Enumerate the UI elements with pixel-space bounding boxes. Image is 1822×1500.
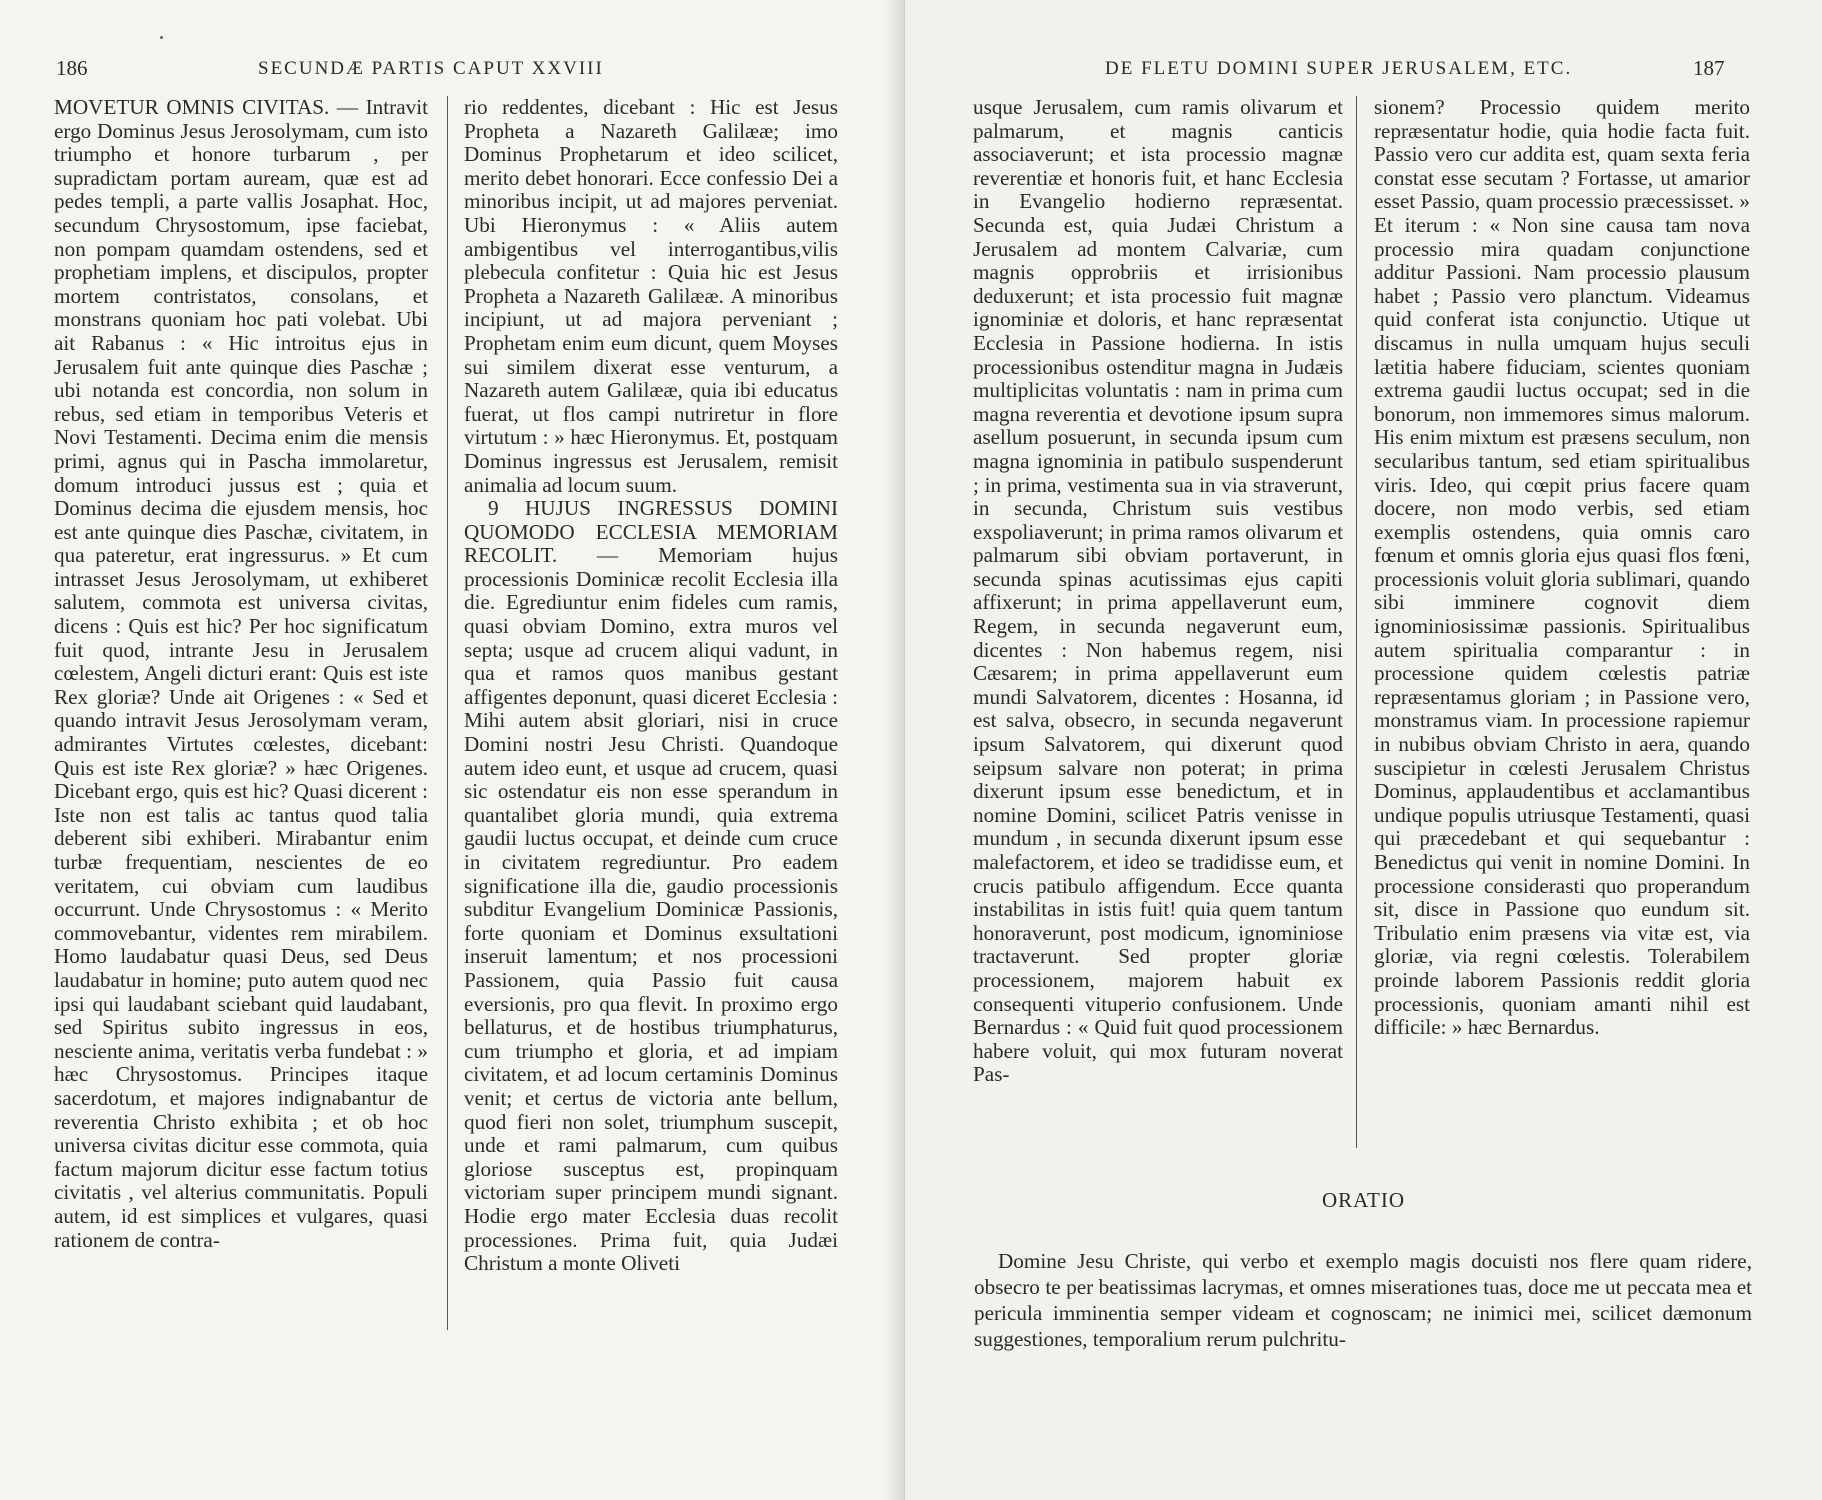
column-rule-left [447, 96, 448, 1330]
page-number-right: 187 [1693, 56, 1725, 80]
paragraph: usque Jerusalem, cum ramis olivarum et palmarum, et magnis canticis associaverunt; et ista processio magnæ reverentiæ et honoris fuit, et hanc Ecclesia in Evangelio hodierno repræsentat. Secunda est, quia Judæi Christum a Jerusalem ad montem Calvariæ, cum magnis opprobriis et irrisionibus deduxerunt; et ista processio fuit magnæ ignominiæ et doloris, et hanc repræsentat Ecclesia in Passione hodierna. In istis processionibus ostenditur magna in Judæis multiplicitas voluntatis : nam in prima cum magna reverentia et devotione ipsum supra asellum posuerunt, in secunda ipsum cum magna ignominia in patibulo suspenderunt ; in prima, vestimenta sua in via straverunt, in secunda, Christum suis vestibus exspoliaverunt; in prima ramos olivarum et palmarum sibi obviam portaverunt, in secunda spinas acutissimas ejus capiti affixerunt; in prima appellaverunt eum, Regem, in secunda negaverunt eum, dicentes : Non habemus regem, nisi Cæsarem; in prima appellaverunt eum mundi Salvatorem, dicentes : Hosanna, id est salva, obsecro, in secunda negaverunt ipsum Salvatorem, qui dixerunt quod seipsum salvare non poterat; in prima dixerunt ipsum esse benedictum, et in nomine Domini, scilicet Patris venisse in mundum , in secunda dixerunt ipsum esse malefactorem, et ideo se tradidisse eum, et crucis patibulo affigendum. Ecce quanta instabilitas in istis fuit! quia quem tantum honoraverunt, post modicum, ignominiose tractaverunt. Sed propter gloriæ processionem, majorem habuit ex consequenti vituperio confusionem. Unde Bernardus : « Quid fuit quod processionem habere voluit, qui mox futuram noverat Pas- [973, 95, 1343, 1087]
left-page [0, 0, 905, 1500]
page-number-left: 186 [56, 56, 88, 80]
paragraph: rio reddentes, dicebant : Hic est Jesus Propheta a Nazareth Galilææ; imo Dominus Prophetarum et ideo scilicet, merito debet honorari. Ecce confessio Dei a minoribus incipit, ut ad majores perveniat. Ubi Hieronymus : « Aliis autem ambigentibus vel interrogantibus,vilis plebecula confitetur : Quia hic est Jesus Propheta a Nazareth Galilææ. A minoribus incipiunt, ut ad majora perveniant ; Prophetam enim eum dicunt, quem Moyses sui similem dixerat esse venturum, a Nazareth autem Galilææ, quia ibi educatus fuerat, ut flos campi nutriretur in flore virtutum : » hæc Hieronymus. Et, postquam Dominus ingressus est Jerusalem, remisit animalia ad locum suum. [464, 95, 838, 497]
paragraph: MOVETUR OMNIS CIVITAS. — Intravit ergo Dominus Jesus Jerosolymam, cum isto triumpho et honore turbarum , per supradictam portam auream, quæ est ad pedes templi, a parte vallis Josaphat. Hoc, secundum Chrysostomum, ipse faciebat, non pompam quamdam ostendens, sed et prophetiam implens, et discipulos, propter mortem contristatos, consolans, et monstrans quoniam hoc pati volebat. Ubi ait Rabanus : « Hic introitus ejus in Jerusalem fuit ante quinque dies Paschæ ; ubi notanda est concordia, non solum in rebus, sed etiam in temporibus Veteris et Novi Testamenti. Decima enim die mensis primi, agnus qui in Pascha immolaretur, domum introduci jussus est ; quia et Dominus decima die ejusdem mensis, hoc est ante quinque dies Paschæ, civitatem, in qua pateretur, erat ingressurus. » Et cum intrasset Jesus Jerosolymam, ut exhiberet salutem, commota est universa civitas, dicens : Quis est hic? Per hoc significatum fuit quod, intrante Jesu in Jerusalem cœlestem, Angeli dicturi erant: Quis est iste Rex gloriæ? Unde ait Origenes : « Sed et quando intravit Jesus Jerosolymam veram, admirantes Virtutes cœlestes, dicebant: Quis est iste Rex gloriæ? » hæc Origenes. Dicebant ergo, quis est hic? Quasi dicerent : Iste non est talis ac tantus quod talia deberent sibi exhiberi. Mirabantur enim turbæ frequentiam, nescientes de eo veritatem, cui obviam cum laudibus occurrunt. Unde Chrysostomus : « Merito commovebantur, videntes rem mirabilem. Homo laudabatur quasi Deus, sed Deus laudabatur in homine; puto autem quod nec ipsi qui laudabant sciebant quid laudabant, sed Spiritus subito ingressus in eos, nesciente anima, veritatis verba fundebat : » hæc Chrysostomus. Principes itaque sacerdotum, et majores indignabantur de reverentia Christo exhibita ; et ob hoc universa civitas dicitur esse commota, quia factum majorum dicitur esse factum totius civitatis , vel alterius communitatis. Populi autem, id est simplices et vulgares, quasi rationem de contra- [54, 95, 428, 1252]
right-column-2 [1374, 96, 1750, 1040]
left-column-1 [54, 96, 428, 1252]
running-head-left: SECUNDÆ PARTIS CAPUT XXVIII [258, 58, 604, 79]
paragraph: 9 HUJUS INGRESSUS DOMINI QUOMODO ECCLESIA MEMORIAM RECOLIT. — Memoriam hujus processionis Dominicæ recolit Ecclesia illa die. Egrediuntur enim fideles cum ramis, quasi obviam Domino, extra muros vel septa; usque ad crucem aliqui vadunt, in qua et ramos quos manibus gestant affigentes deponunt, quasi diceret Ecclesia : Mihi autem absit gloriari, nisi in cruce Domini nostri Jesu Christi. Quandoque autem ideo eunt, et usque ad crucem, quasi sic ostendatur eis non esse sperandum in quantalibet gloria mundi, quia extrema gaudii luctus occupat, et deinde cum cruce in civitatem regrediuntur. Pro eadem significatione illa die, gaudio processionis subditur Evangelium Dominicæ Passionis, forte quoniam et Dominus exsultationi inseruit lamentum; et nos processioni Passionem, quia Passio fuit causa eversionis, pro qua flevit. In proximo ergo bellaturus, et de hostibus triumphaturus, cum triumpho et gloria, et ad impiam civitatem, et ad locum certaminis Dominus venit; et certus de victoria ante bellum, quod fieri non solet, triumphum suscepit, unde et rami palmarum, cum quibus gloriose susceptus est, propinquam victoriam super principem mundi signant. Hodie ergo mater Ecclesia duas recolit processiones. Prima fuit, quia Judæi Christum a monte Oliveti [464, 496, 838, 1276]
right-column-1 [973, 96, 1343, 1087]
oratio-heading: ORATIO [1322, 1188, 1405, 1212]
running-head-right: DE FLETU DOMINI SUPER JERUSALEM, ETC. [1105, 58, 1573, 79]
column-rule-right [1356, 96, 1357, 1148]
paragraph: sionem? Processio quidem merito repræsentatur hodie, quia hodie facta fuit. Passio vero cur addita est, quam sexta feria constat esse secutam ? Fortasse, ut amarior esset Passio, quam processio præcessisset. » Et iterum : « Non sine causa tam nova processio mira quadam conjunctione additur Passioni. Nam processio plausum habet ; Passio vero planctum. Videamus quid conferat ista conjunctio. Utique ut discamus in nulla umquam hujus seculi lætitia habere fiduciam, scientes quoniam extrema gaudii luctus occupat; sed in die bonorum, non immemores simus malorum. His enim mixtum est præsens seculum, non secularibus tantum, sed etiam spiritualibus viris. Ideo, qui cœpit prius facere quam docere, non modo verbis, sed etiam exemplis ostendens, quia omnis caro fœnum et omnis gloria ejus quasi flos fœni, processionis voluit gloria sublimari, quando sibi imminere cognovit diem ignominiosissimæ passionis. Spiritualibus autem spiritualia comparantur : in processione quidem cœlestis patriæ repræsentamus gloriam ; in Passione vero, monstramus viam. In processione rapiemur in nubibus obviam Christo in aera, quando suscipietur in cœlesti Jerusalem Christus Dominus, applaudentibus et acclamantibus undique populis utriusque Testamenti, quasi qui præcedebant et qui sequebantur : Benedictus qui venit in nomine Domini. In processione considerasti quo properandum sit, disce in Passione quo eundum sit. Tribulatio enim præsens via vitæ est, via gloriæ, via regni cœlestis. Tolerabilem proinde laborem Passionis reddit gloria processionis, quoniam amanti nihil est difficile: » hæc Bernardus. [1374, 95, 1750, 1040]
speck [160, 36, 163, 39]
oratio-body: Domine Jesu Christe, qui verbo et exemplo magis docuisti nos flere quam ridere, obsecro te per beatissimas lacrymas, et omnes miserationes tuas, doce me ut peccata mea et pericula imminentia semper videam et cognoscam; ne inimici mei, scilicet dæmonum suggestiones, temporalium rerum pulchritu- [974, 1249, 1752, 1351]
left-column-2 [464, 96, 838, 1276]
